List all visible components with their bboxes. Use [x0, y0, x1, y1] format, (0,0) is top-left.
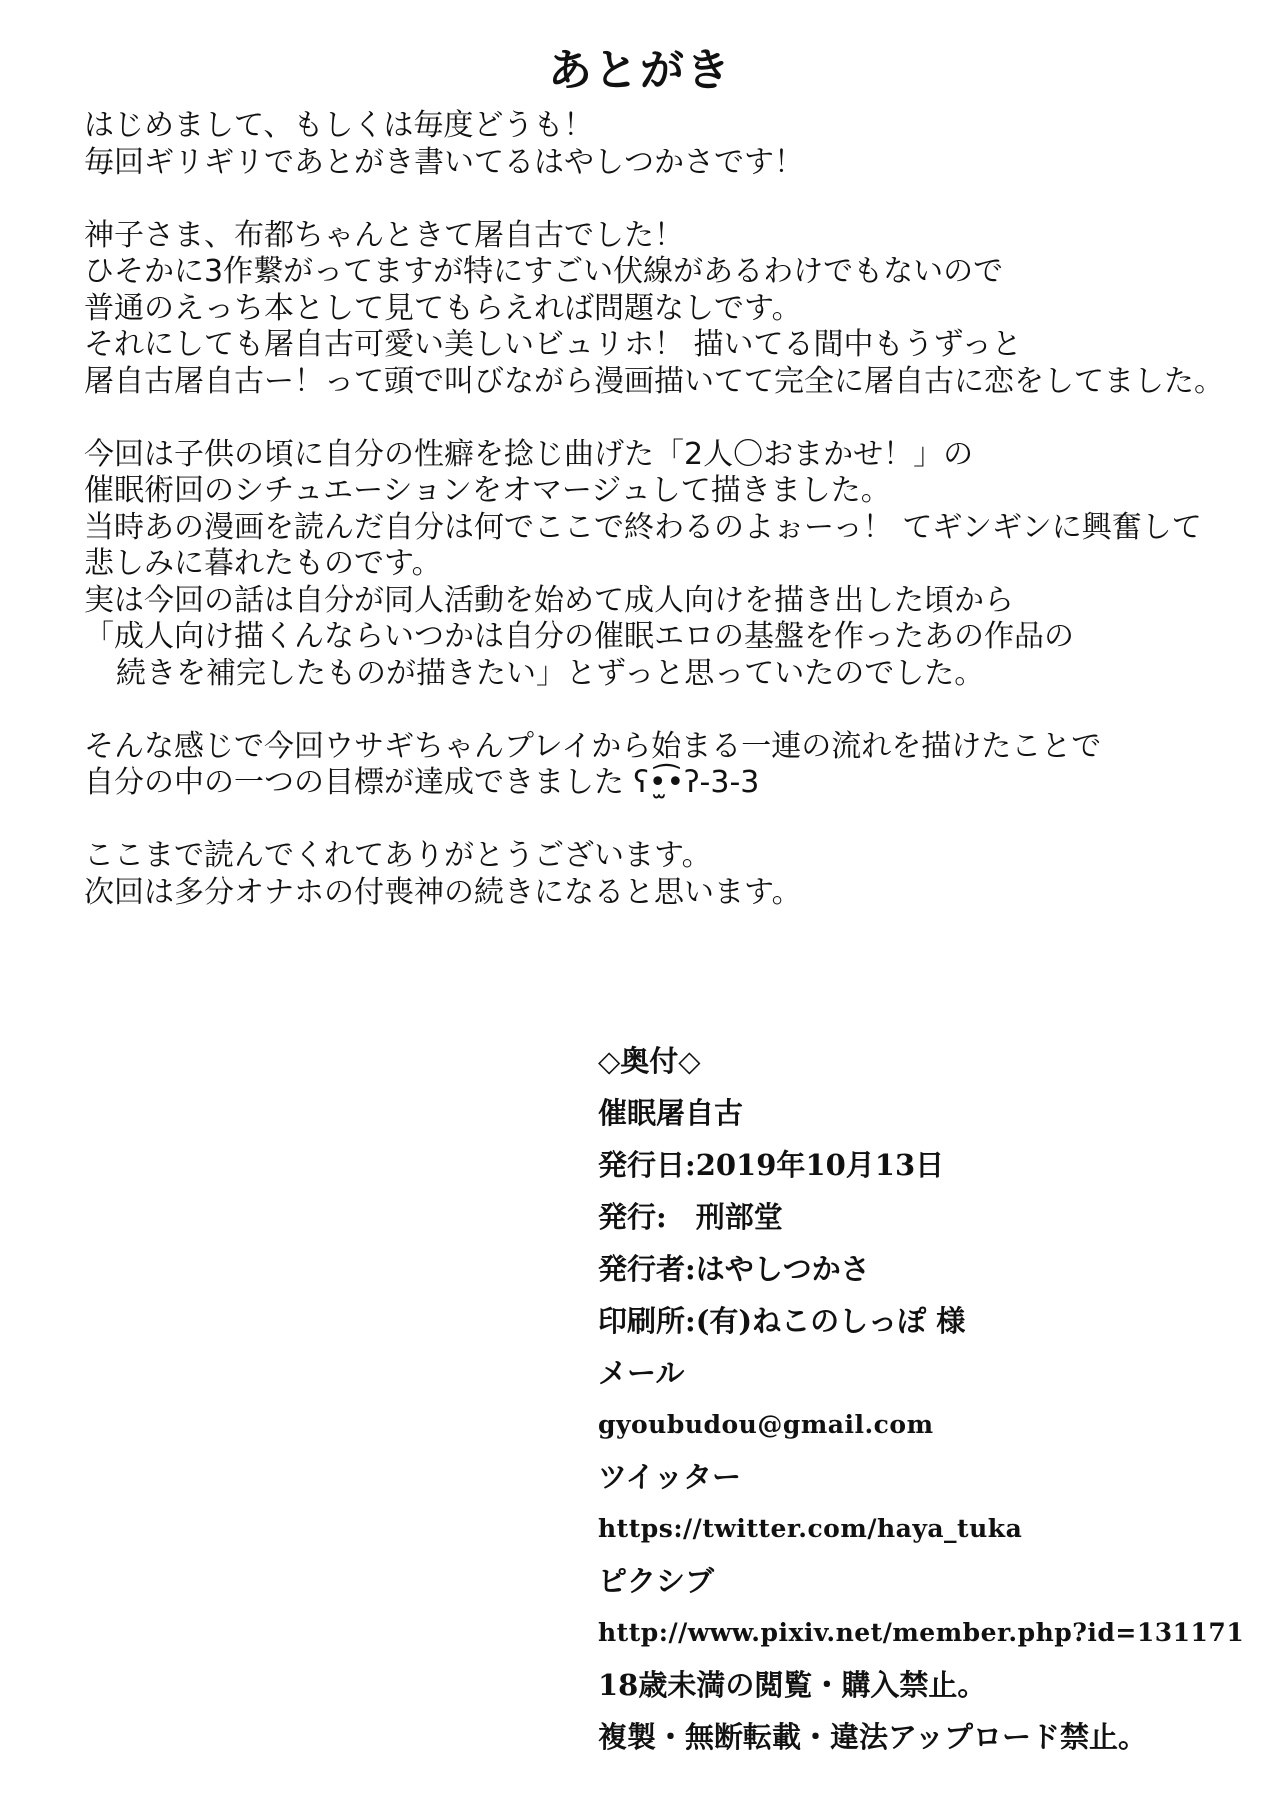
text-line: 屠自古屠自古ー！って頭で叫びながら漫画描いてて完全に屠自古に恋をしてました。 — [84, 363, 1224, 399]
paragraph-inspiration — [84, 437, 1224, 693]
text-line: はじめまして、もしくは毎度どうも！ — [84, 108, 594, 143]
text-line: 実は今回の話は自分が同人活動を始めて成人向けを描き出した頃から — [84, 582, 1014, 618]
text-line: 次回は多分オナホの付喪神の続きになると思います。 — [84, 874, 802, 910]
paragraph-greeting — [84, 108, 1224, 181]
text-line: 今回は子供の頃に自分の性癖を捻じ曲げた「2人〇おまかせ！」の — [84, 436, 974, 472]
twitter-url: https://twitter.com/haya_tuka — [598, 1514, 1023, 1543]
text-line: 神子さま、布都ちゃんときて屠自古でした！ — [84, 217, 684, 253]
text-line: ひそかに3作繋がってますが特にすごい伏線があるわけでもないので — [84, 254, 1004, 289]
text-line: 普通のえっち本として見てもらえれば問題なしです。 — [84, 290, 802, 326]
pixiv-url: http://www.pixiv.net/member.php?id=131171 — [598, 1618, 1245, 1647]
afterword-body — [84, 108, 1224, 948]
printer: 印刷所:(有)ねこのしっぽ 様 — [598, 1304, 966, 1338]
text-line: 催眠術回のシチュエーションをオマージュして描きました。 — [84, 473, 891, 508]
pixiv-label: ピクシブ — [598, 1564, 715, 1598]
text-line: 自分の中の一つの目標が達成できました ʕ•̫͡•ʔ-3-3 — [84, 765, 760, 800]
paragraph-character — [84, 218, 1224, 401]
text-line: 悲しみに暮れたものです。 — [84, 546, 442, 581]
mail-address: gyoubudou@gmail.com — [598, 1410, 934, 1439]
mail-label: メール — [598, 1356, 685, 1390]
author: 発行者:はやしつかさ — [598, 1252, 870, 1286]
text-line: 当時あの漫画を読んだ自分は何でここで終わるのよぉーっ！ てギンギンに興奮して — [84, 509, 1202, 545]
paragraph-closing — [84, 838, 1224, 911]
book-title: 催眠屠自古 — [598, 1096, 744, 1130]
colophon-heading: ◇奥付◇ — [598, 1044, 701, 1078]
publish-date: 発行日:2019年10月13日 — [598, 1148, 945, 1182]
publisher: 発行: 刑部堂 — [598, 1200, 783, 1234]
page-title: あとがき — [548, 45, 732, 96]
twitter-label: ツイッター — [598, 1460, 741, 1494]
text-line: 毎回ギリギリであとがき書いてるはやしつかさです！ — [84, 144, 804, 180]
text-line: ここまで読んでくれてありがとうございます。 — [84, 838, 712, 873]
text-line: そんな感じで今回ウサギちゃんプレイから始まる一連の流れを描けたことで — [84, 728, 1102, 764]
text-line: 「成人向け描くんならいつかは自分の催眠エロの基盤を作ったあの作品の — [84, 619, 1074, 654]
text-line: それにしても屠自古可愛い美しいビュリホ！ 描いてる間中もうずっと — [84, 327, 1022, 362]
colophon — [598, 1035, 1258, 1763]
copy-notice: 複製・無断転載・違法アップロード禁止。 — [598, 1720, 1147, 1754]
text-line: 続きを補完したものが描きたい」とずっと思っていたのでした。 — [116, 655, 985, 691]
age-notice: 18歳未満の閲覧・購入禁止。 — [598, 1668, 987, 1702]
paragraph-goal — [84, 729, 1224, 802]
